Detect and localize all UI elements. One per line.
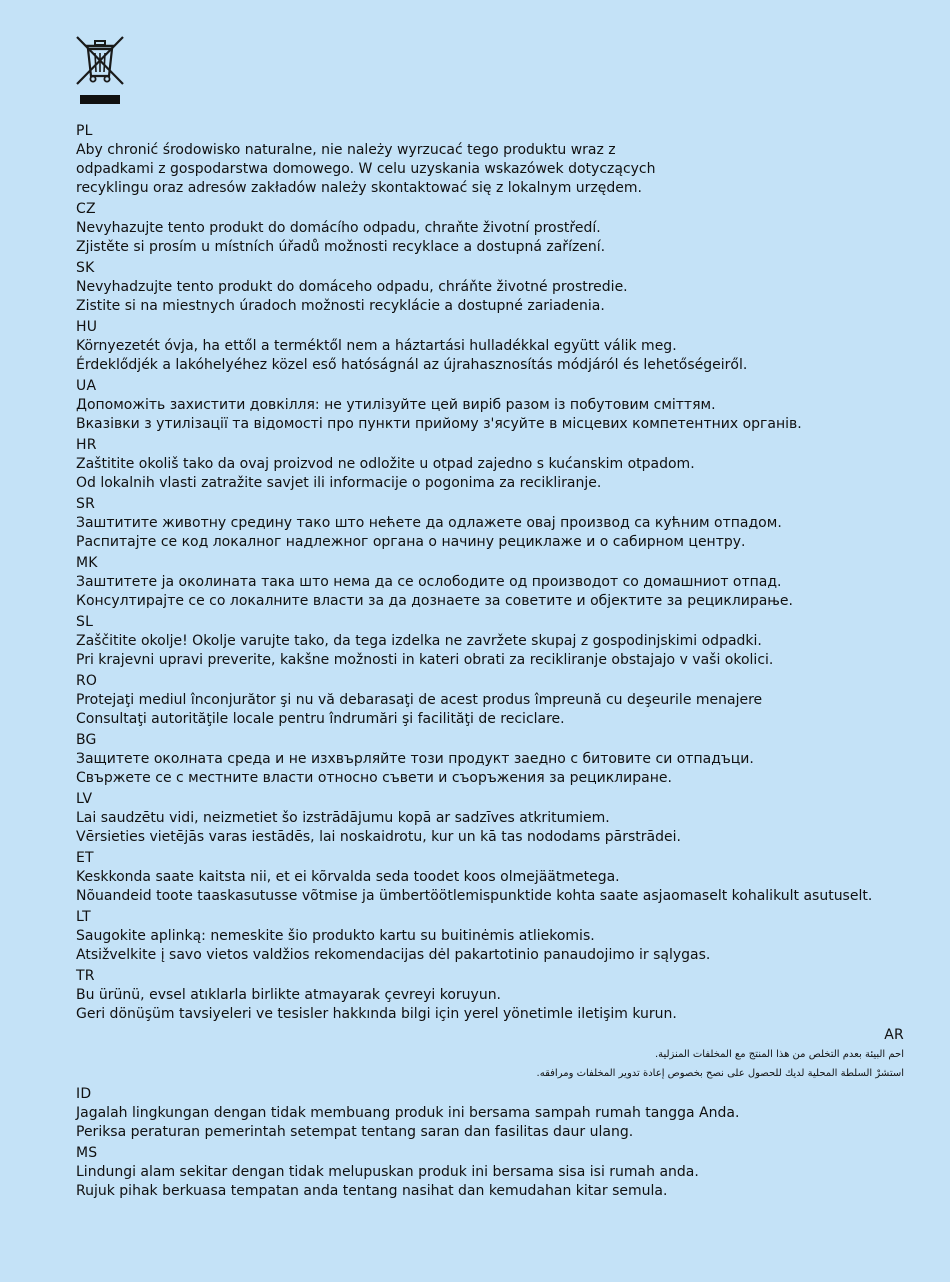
notice-line: Zaštitite okoliš tako da ovaj proizvod ne odložite u otpad zajedno s kućanskim otpadom. (76, 456, 695, 472)
notice-line: Nevyhazujte tento produkt do domácího odpadu, chraňte životní prostředí. (76, 220, 601, 236)
language-section-pl (76, 122, 916, 198)
language-section-id (76, 1085, 916, 1142)
language-code: HR (76, 437, 97, 453)
notice-line: Érdeklődjék a lakóhelyéhez közel eső hatóságnál az újrahasznosítás módjáról és lehetőségeiről. (76, 357, 748, 373)
language-code: SL (76, 614, 94, 630)
notice-line: Keskkonda saate kaitsta nii, et ei kõrvalda seda toodet koos olmejäätmetega. (76, 869, 620, 885)
language-section-tr (76, 967, 916, 1024)
notice-line: Od lokalnih vlasti zatražite savjet ili informacije o pogonima za recikliranje. (76, 475, 602, 491)
notice-line: Вказівки з утилізації та відомості про пункти прийому з'ясуйте в місцевих компетентних органів. (76, 416, 802, 432)
language-section-lt (76, 908, 916, 965)
notice-line: Lai saudzētu vidi, neizmetiet šo izstrādājumu kopā ar sadzīves atkritumiem. (76, 810, 610, 826)
language-section-ro (76, 672, 916, 729)
language-code: SK (76, 260, 95, 276)
language-section-bg (76, 731, 916, 788)
notice-line: Pri krajevni upravi preverite, kakšne možnosti in kateri obrati za recikliranje obstajajo v vaši okolici. (76, 652, 774, 668)
notice-line: Zjistěte si prosím u místních úřadů možnosti recyklace a dostupná zařízení. (76, 239, 606, 255)
language-section-hr (76, 436, 916, 493)
language-code: MK (76, 555, 98, 571)
language-section-ms (76, 1144, 916, 1201)
notice-line: Lindungi alam sekitar dengan tidak melupuskan produk ini bersama sisa isi rumah anda. (76, 1164, 699, 1180)
notice-line: Aby chronić środowisko naturalne, nie należy wyrzucać tego produktu wraz z (76, 142, 616, 158)
language-code: RO (76, 673, 98, 689)
language-code: CZ (76, 201, 96, 217)
language-code: HU (76, 319, 98, 335)
notice-line: Nevyhadzujte tento produkt do domáceho odpadu, chráňte životné prostredie. (76, 279, 628, 295)
language-code: ET (76, 850, 94, 866)
notice-line: Nõuandeid toote taaskasutusse võtmise ja ümbertöötlemispunktide kohta saate asjaomaselt kohalikult asutuselt. (76, 888, 873, 904)
language-section-mk (76, 554, 916, 611)
notice-text-block (76, 120, 916, 1201)
language-section-sk (76, 259, 916, 316)
language-section-cz (76, 200, 916, 257)
language-section-sr (76, 495, 916, 552)
notice-line: odpadkami z gospodarstwa domowego. W celu uzyskania wskazówek dotyczących (76, 161, 656, 177)
language-code: BG (76, 732, 97, 748)
notice-line: Atsižvelkite į savo vietos valdžios rekomendacijas dėl pakartotinio panaudojimo ir sąlygas. (76, 947, 711, 963)
language-code: SR (76, 496, 96, 512)
language-code: TR (76, 968, 95, 984)
language-code: AR (884, 1027, 904, 1043)
notice-line: Zistite si na miestnych úradoch možnosti recyklácie a dostupné zariadenia. (76, 298, 605, 314)
language-section-et (76, 849, 916, 906)
language-code: PL (76, 123, 93, 139)
language-section-lv (76, 790, 916, 847)
language-code: LV (76, 791, 93, 807)
language-section-ar (76, 1026, 916, 1083)
notice-line: Geri dönüşüm tavsiyeleri ve tesisler hakkında bilgi için yerel yönetimle iletişim kurun. (76, 1006, 677, 1022)
notice-line: Zaščitite okolje! Okolje varujte tako, da tega izdelka ne zavržete skupaj z gospodinjskimi odpadki. (76, 633, 762, 649)
notice-line: احم البيئة بعدم التخلص من هذا المنتج مع المخلفات المنزلية. (654, 1049, 904, 1060)
weee-crossed-bin-icon (74, 34, 126, 106)
notice-line: Защитете околната среда и не изхвърляйте този продукт заедно с битовите си отпадъци. (76, 751, 754, 767)
notice-line: Консултирајте се со локалните власти за да дознаете за советите и објектите за рециклирање. (76, 593, 793, 609)
notice-line: Protejaţi mediul înconjurător şi nu vă debarasaţi de acest produs împreună cu deşeurile menajere (76, 692, 763, 708)
notice-line: Consultaţi autorităţile locale pentru îndrumări şi facilităţi de reciclare. (76, 711, 565, 727)
notice-line: Допоможіть захистити довкілля: не утилізуйте цей виріб разом із побутовим сміттям. (76, 397, 716, 413)
notice-line: Распитајте се код локалног надлежног органа о начину рециклаже и о сабирном центру. (76, 534, 746, 550)
notice-line: Periksa peraturan pemerintah setempat tentang saran dan fasilitas daur ulang. (76, 1124, 634, 1140)
notice-line: Rujuk pihak berkuasa tempatan anda tentang nasihat dan kemudahan kitar semula. (76, 1183, 668, 1199)
notice-line: Saugokite aplinką: nemeskite šio produkto kartu su buitinėmis atliekomis. (76, 928, 595, 944)
notice-line: Jagalah lingkungan dengan tidak membuang produk ini bersama sampah rumah tangga Anda. (76, 1105, 740, 1121)
language-code: ID (76, 1086, 92, 1102)
notice-line: Vērsieties vietējās varas iestādēs, lai noskaidrotu, kur un kā tas nododams pārstrādei. (76, 829, 681, 845)
notice-line: استشرْ السلطة المحلية لديك للحصول على نصح بخصوص إعادة تدوير المخلفات ومرافقه. (536, 1068, 904, 1079)
language-code: LT (76, 909, 91, 925)
notice-line: recyklingu oraz adresów zakładów należy skontaktować się z lokalnym urzędem. (76, 180, 642, 196)
notice-line: Заштитете ја околината така што нема да се ослободите од производот со домашниот отпад. (76, 574, 782, 590)
language-code: MS (76, 1145, 98, 1161)
notice-line: Заштитите животну средину тако што нећете да одлажете овај производ са кућним отпадом. (76, 515, 782, 531)
language-section-ua (76, 377, 916, 434)
notice-line: Bu ürünü, evsel atıklarla birlikte atmayarak çevreyi koruyun. (76, 987, 502, 1003)
language-code: UA (76, 378, 97, 394)
language-section-hu (76, 318, 916, 375)
notice-line: Környezetét óvja, ha ettől a terméktől nem a háztartási hulladékkal együtt válik meg. (76, 338, 677, 354)
notice-line: Свържете се с местните власти относно съвети и съоръжения за рециклиране. (76, 770, 672, 786)
language-section-sl (76, 613, 916, 670)
